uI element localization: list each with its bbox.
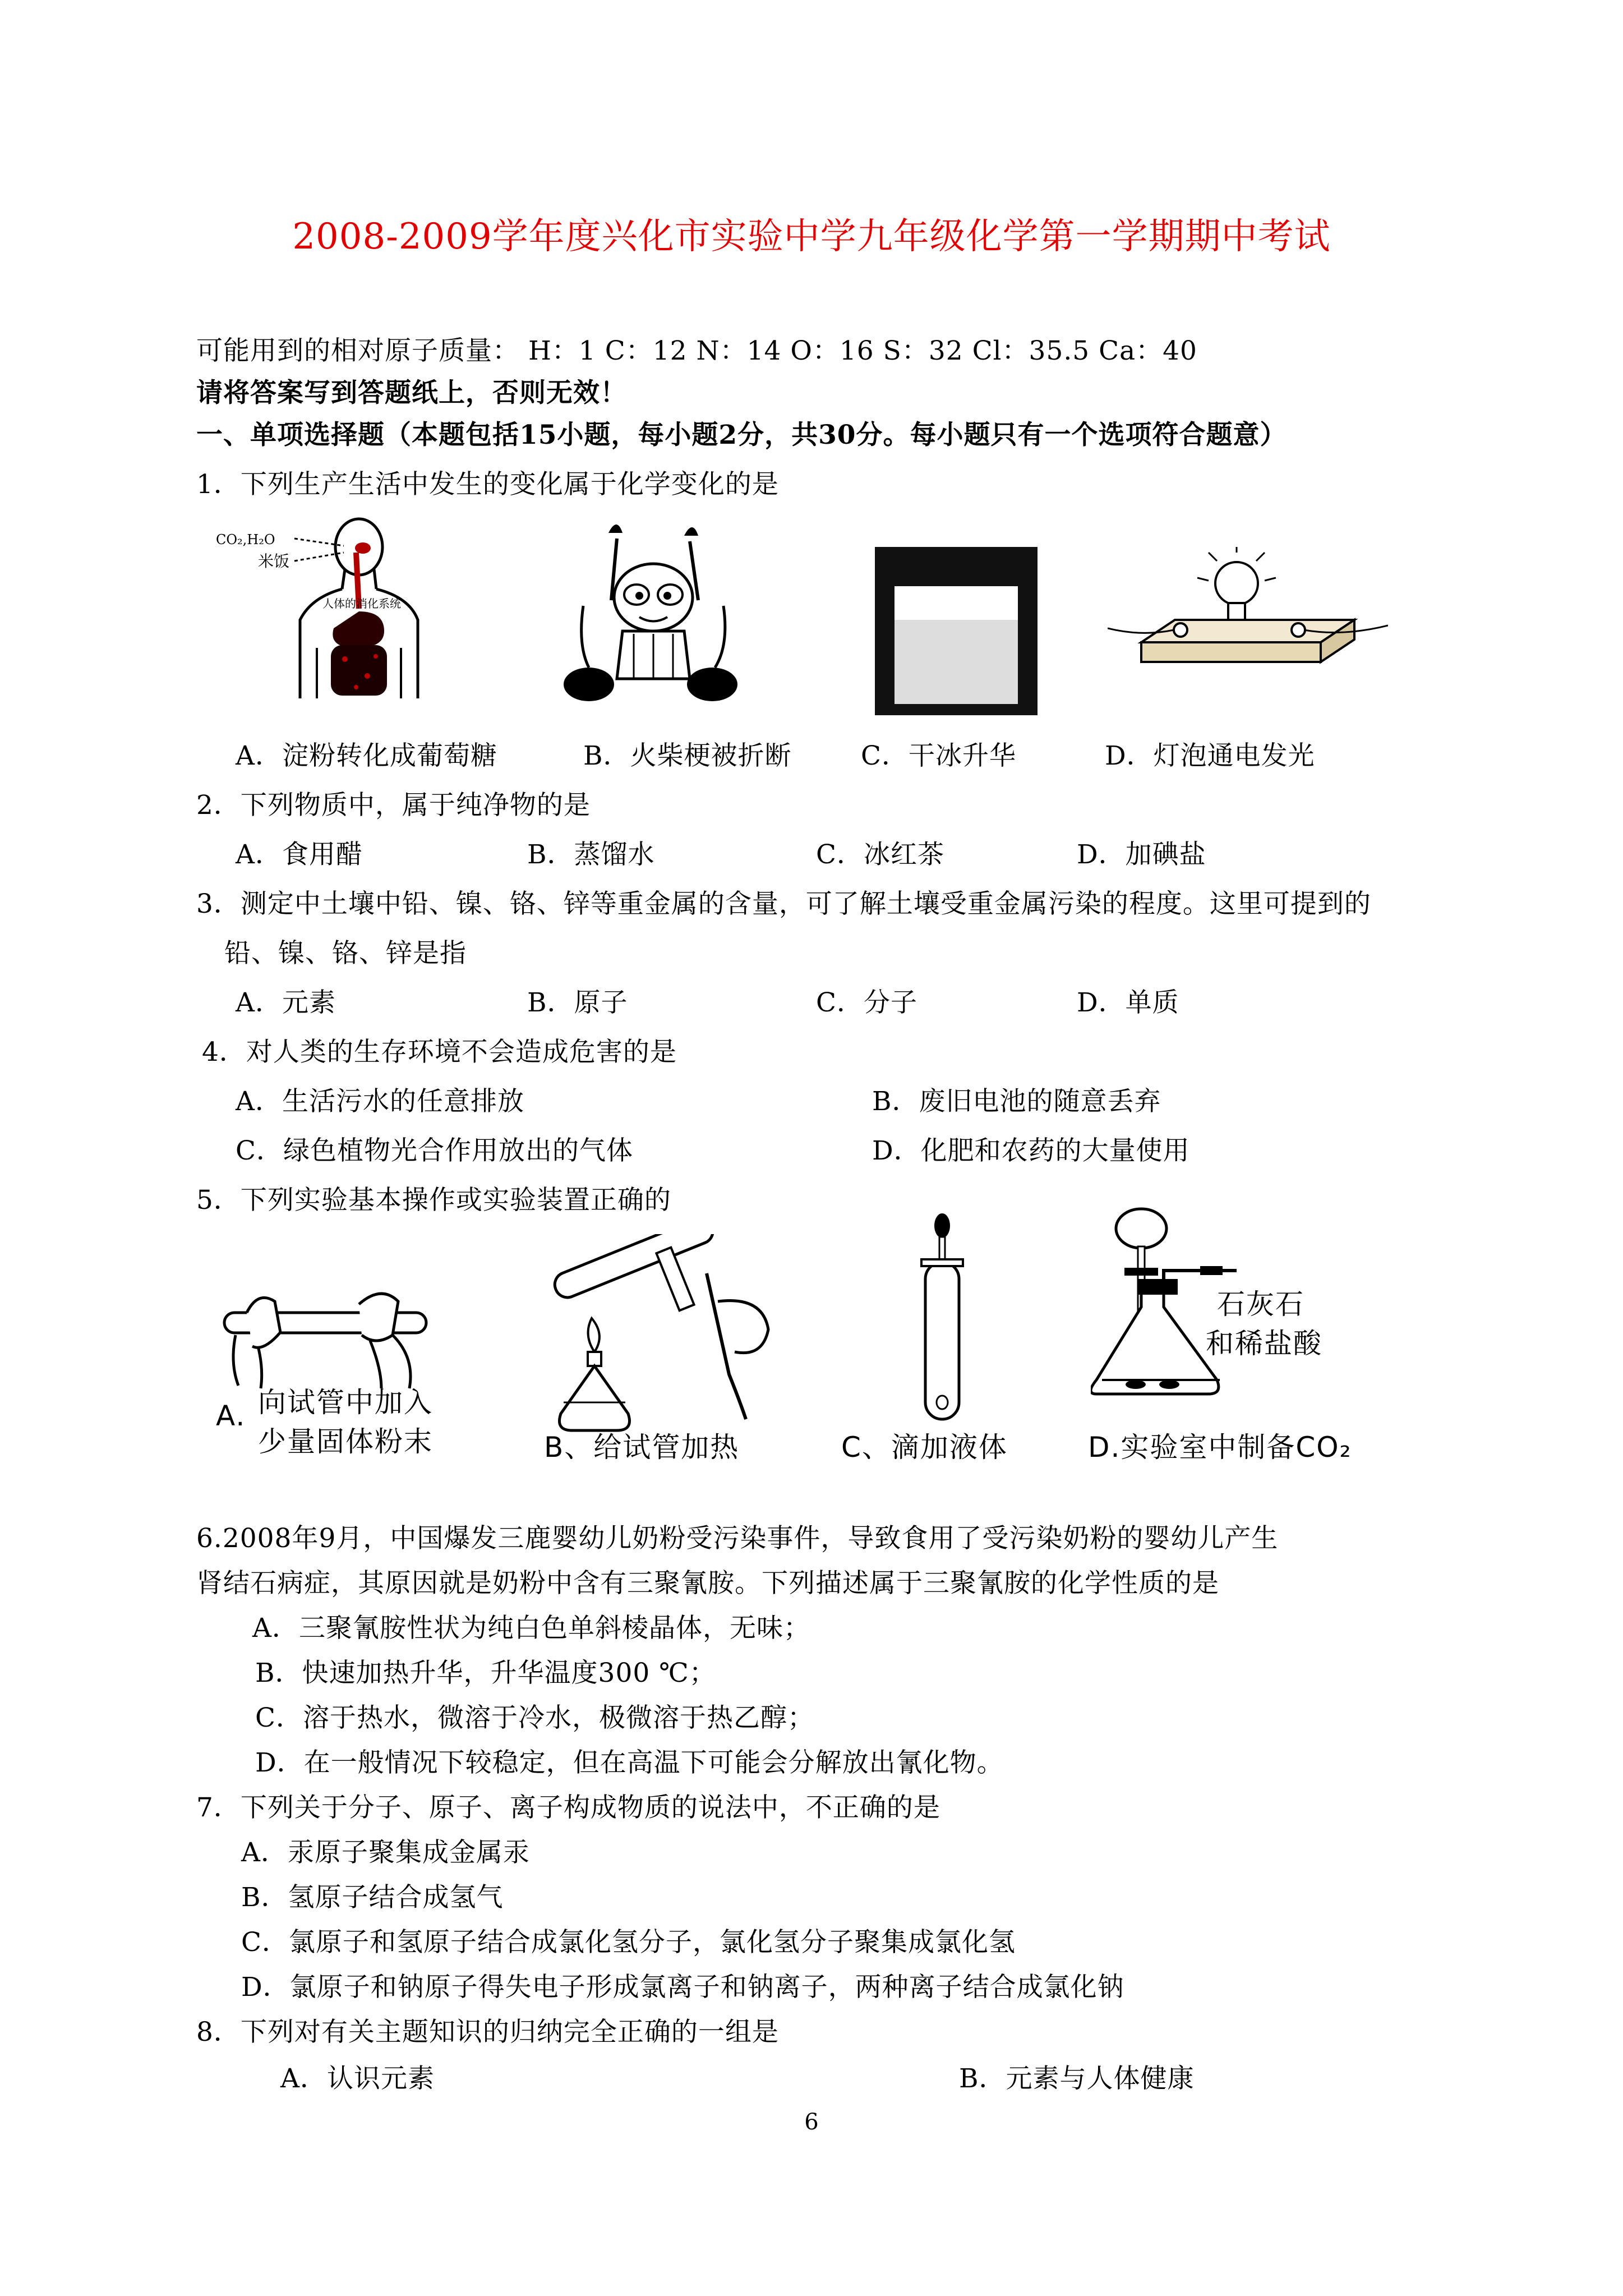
q3-option-a: A．元素 bbox=[236, 987, 336, 1018]
q2-stem: 2．下列物质中，属于纯净物的是 bbox=[196, 790, 591, 821]
q3-stem-line2: 铅、镍、铬、锌是指 bbox=[224, 938, 467, 969]
q4-option-c: C．绿色植物光合作用放出的气体 bbox=[236, 1135, 633, 1166]
q5-stem: 5．下列实验基本操作或实验装置正确的 bbox=[196, 1185, 671, 1216]
q2-option-c: C．冰红茶 bbox=[816, 839, 944, 870]
q7-option-a: A．汞原子聚集成金属汞 bbox=[241, 1837, 530, 1868]
q6-stem-line1: 6.2008年9月，中国爆发三鹿婴幼儿奶粉受污染事件，导致食用了受污染奶粉的婴幼儿产生 bbox=[196, 1523, 1279, 1554]
q5-caption-b: B、给试管加热 bbox=[544, 1431, 740, 1464]
q1-option-a: A．淀粉转化成葡萄糖 bbox=[236, 740, 497, 771]
answer-notice: 请将答案写到答题纸上，否则无效！ bbox=[196, 378, 627, 408]
page-number: 6 bbox=[804, 2109, 819, 2135]
section-heading: 一、单项选择题（本题包括15小题，每小题2分，共30分。每小题只有一个选项符合题意） bbox=[196, 420, 1287, 450]
co2-h2o-label: CO₂,H₂O bbox=[216, 532, 275, 547]
q7-stem: 7．下列关于分子、原子、离子构成物质的说法中，不正确的是 bbox=[196, 1792, 940, 1823]
q6-option-d: D．在一般情况下较稳定，但在高温下可能会分解放出氰化物。 bbox=[255, 1747, 1004, 1778]
q5-label-limestone: 石灰石 bbox=[1217, 1288, 1304, 1320]
q1-option-d: D．灯泡通电发光 bbox=[1105, 740, 1315, 771]
q1-stem: 1．下列生产生活中发生的变化属于化学变化的是 bbox=[196, 469, 779, 500]
q7-option-b: B．氢原子结合成氢气 bbox=[241, 1882, 504, 1913]
q1-option-b: B．火柴梗被折断 bbox=[583, 740, 792, 771]
test-tube-hands-figure bbox=[213, 1279, 449, 1391]
q5-caption-a-line1: 向试管中加入 bbox=[258, 1386, 433, 1419]
q7-option-c: C．氯原子和氢原子结合成氯化氢分子，氯化氢分子聚集成氯化氢 bbox=[241, 1927, 1016, 1958]
heating-test-tube-figure bbox=[538, 1234, 780, 1447]
q5-label-hcl: 和稀盐酸 bbox=[1206, 1327, 1322, 1360]
atomic-masses: 可能用到的相对原子质量： H：1 C：12 N：14 O：16 S：32 Cl：35.5 Ca：40 bbox=[196, 335, 1197, 366]
q4-stem: 4．对人类的生存环境不会造成危害的是 bbox=[202, 1037, 677, 1068]
light-bulb-figure bbox=[1108, 547, 1388, 682]
match-cartoon-figure bbox=[555, 516, 746, 712]
q8-option-a: A．认识元素 bbox=[280, 2063, 435, 2094]
q3-option-c: C．分子 bbox=[816, 987, 917, 1018]
q5-caption-a-letter: A. bbox=[216, 1400, 246, 1432]
q5-caption-a-line2: 少量固体粉末 bbox=[258, 1425, 433, 1458]
dry-ice-figure bbox=[875, 547, 1038, 715]
q6-stem-line2: 肾结石病症，其原因就是奶粉中含有三聚氰胺。下列描述属于三聚氰胺的化学性质的是 bbox=[196, 1568, 1219, 1599]
dropper-figure bbox=[911, 1212, 973, 1425]
digestive-system-label: 人体的消化系统 bbox=[322, 597, 401, 610]
q2-option-b: B．蒸馏水 bbox=[527, 839, 655, 870]
q5-caption-d: D.实验室中制备CO₂ bbox=[1088, 1431, 1352, 1464]
q8-option-b: B．元素与人体健康 bbox=[959, 2063, 1195, 2094]
q5-caption-c: C、滴加液体 bbox=[841, 1431, 1008, 1464]
q1-option-c: C．干冰升华 bbox=[861, 740, 1016, 771]
q2-option-d: D．加碘盐 bbox=[1077, 839, 1206, 870]
digestive-system-figure bbox=[216, 513, 451, 715]
q6-option-c: C．溶于热水，微溶于冷水，极微溶于热乙醇； bbox=[255, 1703, 814, 1733]
q2-option-a: A．食用醋 bbox=[236, 839, 363, 870]
q4-option-d: D．化肥和农药的大量使用 bbox=[872, 1135, 1190, 1166]
q4-option-b: B．废旧电池的随意丢弃 bbox=[872, 1086, 1161, 1117]
q3-stem-line1: 3．测定中土壤中铅、镍、铬、锌等重金属的含量，可了解土壤受重金属污染的程度。这里可提到的 bbox=[196, 889, 1371, 919]
q4-option-a: A．生活污水的任意排放 bbox=[236, 1086, 524, 1117]
q3-option-d: D．单质 bbox=[1077, 987, 1179, 1018]
q3-option-b: B．原子 bbox=[527, 987, 628, 1018]
exam-title: 2008-2009学年度兴化市实验中学九年级化学第一学期期中考试 bbox=[292, 216, 1331, 257]
q6-option-a: A．三聚氰胺性状为纯白色单斜棱晶体，无味； bbox=[252, 1613, 810, 1644]
q7-option-d: D．氯原子和钠原子得失电子形成氯离子和钠离子，两种离子结合成氯化钠 bbox=[241, 1972, 1124, 2003]
rice-label: 米饭 bbox=[258, 552, 290, 570]
q8-stem: 8．下列对有关主题知识的归纳完全正确的一组是 bbox=[196, 2017, 779, 2047]
q6-option-b: B．快速加热升华，升华温度300 ℃； bbox=[255, 1658, 716, 1688]
